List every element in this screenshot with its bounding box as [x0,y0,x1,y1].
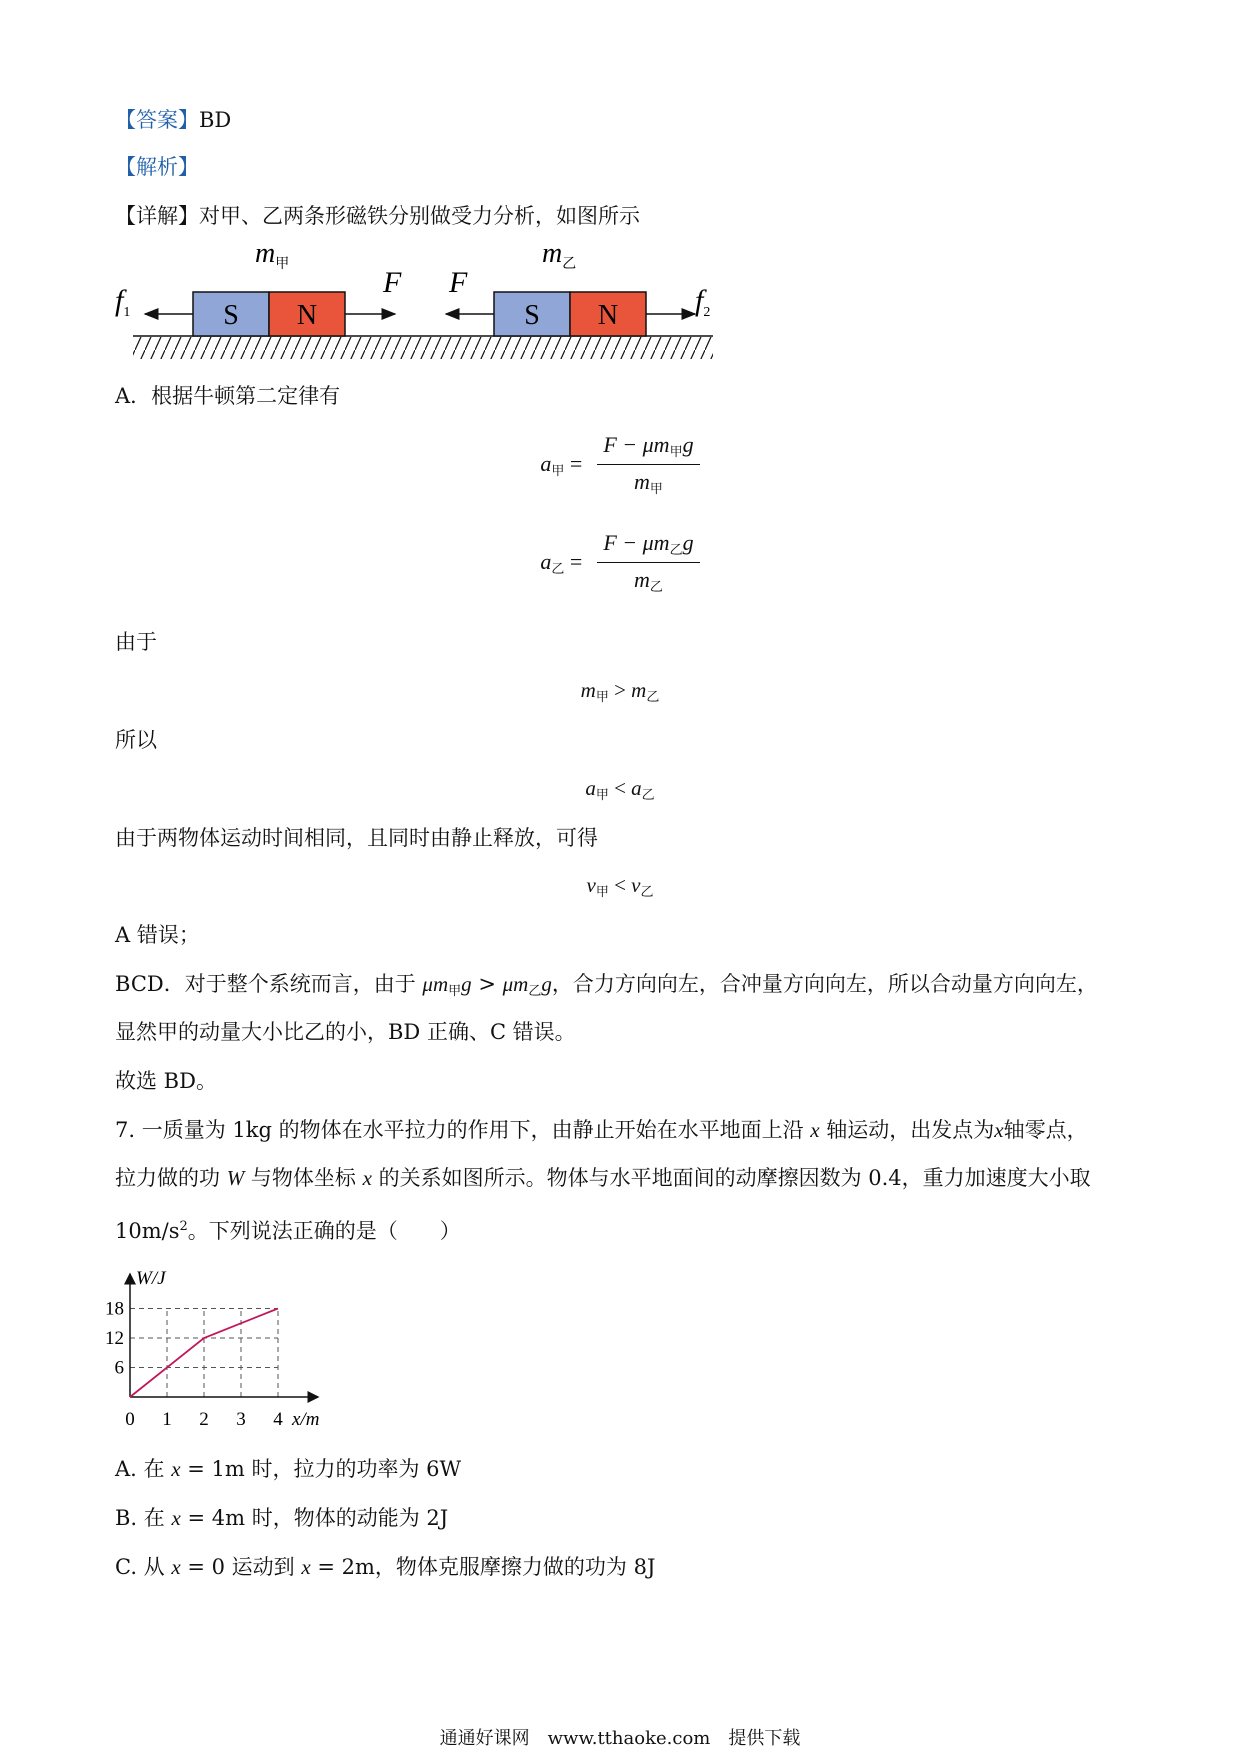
since-text: 由于 [115,630,157,654]
magnet-b-n-label: N [597,300,619,331]
bcd-line-1: BCD．对于整个系统而言，由于 $\mu m_甲g > \mu m_乙g$，合力方向向左，合冲量方向向左，所以合动量方向向左， [115,972,1098,998]
q7-line-1: 7. 一质量为 1kg 的物体在水平拉力的作用下，由静止开始在水平地面上沿 x 轴运动，出发点为x轴零点， [115,1118,1088,1142]
footer-credit: 通通好课网 www.tthaoke.com 提供下载 [439,1728,801,1749]
detail-text: 对甲、乙两条形磁铁分别做受力分析，如图所示 [199,204,640,228]
eq2-lhs: $a_乙$ = [540,548,583,576]
same-time-text: 由于两物体运动时间相同，且同时由静止释放，可得 [115,826,598,850]
x-tick-label-1: 1 [162,1409,172,1430]
answer-line [115,106,231,134]
y-tick-label-18: 18 [105,1298,124,1320]
relation-mass: $m_甲 > m_乙$ [580,678,660,704]
q7-line-2: 拉力做的功 W 与物体坐标 x 的关系如图所示。物体与水平地面间的动摩擦因数为 0.4，重力加速度大小取 [115,1166,1091,1190]
option-c: C. 从 x = 0 运动到 x = 2m，物体克服摩擦力做的功为 8J [115,1555,656,1579]
relation-velocity: $v_甲 < v_乙$ [586,873,654,899]
eq1-lhs: $a_甲$ = [540,450,583,478]
choose-text: 故选 BD。 [115,1069,217,1093]
ground-hatch [133,337,713,359]
f2-label: $f_2$ [695,284,711,320]
y-tick-label-12: 12 [105,1328,124,1349]
y-tick-label-6: 6 [114,1357,124,1379]
magnet-a-s-label: S [223,300,239,331]
mass-b-label: $m_乙$ [542,238,577,272]
a-wrong-text: A 错误； [115,923,200,947]
relation-accel: $a_甲 < a_乙$ [585,776,655,802]
x-tick-label-4: 4 [273,1409,283,1430]
f1-label: $f_1$ [115,284,131,320]
magnet-a-n-label: N [296,300,318,331]
eq2-fraction: $\frac{F - \mu m_乙g}{m_乙}$ [597,530,699,595]
work-position-chart [105,1262,360,1432]
equation-a-jia [0,432,1240,497]
detail-tag: 【详解】 [115,204,199,228]
answer-tag: 【答案】 [115,108,199,132]
mass-a-label: $m_甲$ [255,238,290,272]
option-a: A. 在 x = 1m 时，拉力的功率为 6W [115,1457,462,1481]
option-b: B. 在 x = 4m 时，物体的动能为 2J [115,1506,449,1530]
answer-value: BD [199,108,232,132]
force-diagram [115,240,715,370]
equation-a-yi [0,530,1240,595]
force-left-label: F [449,266,468,299]
analysis-line [115,153,199,181]
x-tick-label-0: 0 [125,1409,135,1430]
x-tick-label-3: 3 [236,1409,246,1430]
force-right-label: F [383,266,402,299]
detail-line [115,202,640,230]
bcd-line-2: 显然甲的动量大小比乙的小，BD 正确、C 错误。 [115,1020,576,1044]
y-axis-label: W/J [136,1268,166,1289]
therefore-text: 所以 [115,728,157,752]
eq1-fraction: $\frac{F - \mu m_甲g}{m_甲}$ [597,432,699,497]
q7-line-3: $10m/s^2$。下列说法正确的是（ ） [115,1219,461,1243]
x-tick-label-2: 2 [199,1409,209,1430]
magnet-b-s-label: S [524,300,540,331]
option-a-intro: A．根据牛顿第二定律有 [115,384,341,408]
x-axis-label: x/m [292,1409,320,1430]
analysis-tag: 【解析】 [115,155,199,179]
